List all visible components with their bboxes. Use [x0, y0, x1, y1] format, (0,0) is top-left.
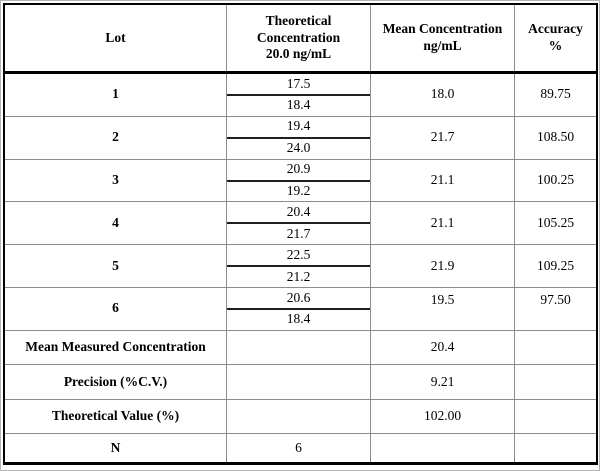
header-line: Concentration [256, 29, 341, 45]
lot-number: 4 [5, 202, 227, 244]
lot-row-6 [5, 288, 596, 331]
summary-row-mean-measured [5, 331, 596, 366]
replicate-values [227, 74, 371, 116]
accuracy-value: 89.75 [540, 86, 571, 102]
replicate-value-1: 19.4 [227, 117, 370, 139]
replicate-value-2: 21.2 [286, 268, 311, 284]
summary-accuracy-cell [515, 365, 596, 399]
replicate-value-1: 22.5 [227, 245, 370, 267]
table-header-row [5, 5, 596, 74]
lot-number: 5 [5, 245, 227, 287]
accuracy-value: 108.50 [536, 129, 575, 145]
lot-number: 1 [5, 74, 227, 116]
accuracy-value: 109.25 [536, 257, 575, 273]
header-theoretical-concentration [227, 5, 371, 71]
lot-row-1 [5, 74, 596, 117]
mean-concentration-value: 19.5 [371, 288, 515, 330]
summary-row-precision [5, 365, 596, 400]
lot-number: 6 [5, 288, 227, 330]
header-line: 20.0 ng/mL [265, 46, 332, 62]
summary-mean-value: 20.4 [371, 331, 515, 365]
summary-mean-value: 9.21 [371, 365, 515, 399]
summary-n-value: 6 [227, 434, 371, 462]
replicate-value-2: 24.0 [286, 140, 311, 156]
summary-theoretical-cell [227, 365, 371, 399]
summary-label: Mean Measured Concentration [5, 331, 227, 365]
replicate-value-1: 17.5 [227, 74, 370, 96]
lot-row-3 [5, 160, 596, 203]
replicate-value-1: 20.9 [227, 160, 370, 182]
header-accuracy [515, 5, 596, 71]
summary-accuracy-cell [515, 434, 596, 462]
header-line: Accuracy [528, 21, 583, 37]
header-line: Mean Concentration [382, 21, 503, 37]
replicate-value-2: 18.4 [286, 311, 311, 327]
replicate-values [227, 245, 371, 287]
replicate-values [227, 202, 371, 244]
summary-row-n [5, 434, 596, 462]
header-lot: Lot [5, 5, 227, 71]
summary-mean-value: 102.00 [371, 400, 515, 434]
accuracy-value: 100.25 [536, 172, 575, 188]
accuracy-table [3, 3, 598, 465]
header-line: Theoretical [265, 12, 332, 28]
lot-row-2 [5, 117, 596, 160]
replicate-value-2: 19.2 [286, 183, 311, 199]
header-mean-concentration [371, 5, 515, 71]
mean-concentration-value: 21.7 [371, 117, 515, 159]
summary-theoretical-cell [227, 400, 371, 434]
summary-row-theoretical-value [5, 400, 596, 435]
replicate-values [227, 117, 371, 159]
summary-accuracy-cell [515, 331, 596, 365]
replicate-values [227, 160, 371, 202]
replicate-values [227, 288, 371, 330]
header-line: % [548, 38, 563, 53]
summary-label: N [5, 434, 227, 462]
replicate-value-2: 21.7 [286, 225, 311, 241]
summary-accuracy-cell [515, 400, 596, 434]
lot-row-4 [5, 202, 596, 245]
mean-concentration-value: 21.9 [371, 245, 515, 287]
replicate-value-1: 20.6 [227, 288, 370, 310]
header-line: ng/mL [423, 38, 462, 53]
lot-row-5 [5, 245, 596, 288]
lot-number: 2 [5, 117, 227, 159]
lot-number: 3 [5, 160, 227, 202]
replicate-value-2: 18.4 [286, 97, 311, 113]
mean-concentration-value: 21.1 [371, 160, 515, 202]
mean-concentration-value: 21.1 [371, 202, 515, 244]
mean-concentration-value: 18.0 [371, 74, 515, 116]
summary-mean-cell [371, 434, 515, 462]
summary-label: Precision (%C.V.) [5, 365, 227, 399]
summary-label: Theoretical Value (%) [5, 400, 227, 434]
summary-theoretical-cell [227, 331, 371, 365]
accuracy-value: 105.25 [536, 214, 575, 230]
replicate-value-1: 20.4 [227, 202, 370, 224]
accuracy-value: 97.50 [540, 291, 571, 307]
